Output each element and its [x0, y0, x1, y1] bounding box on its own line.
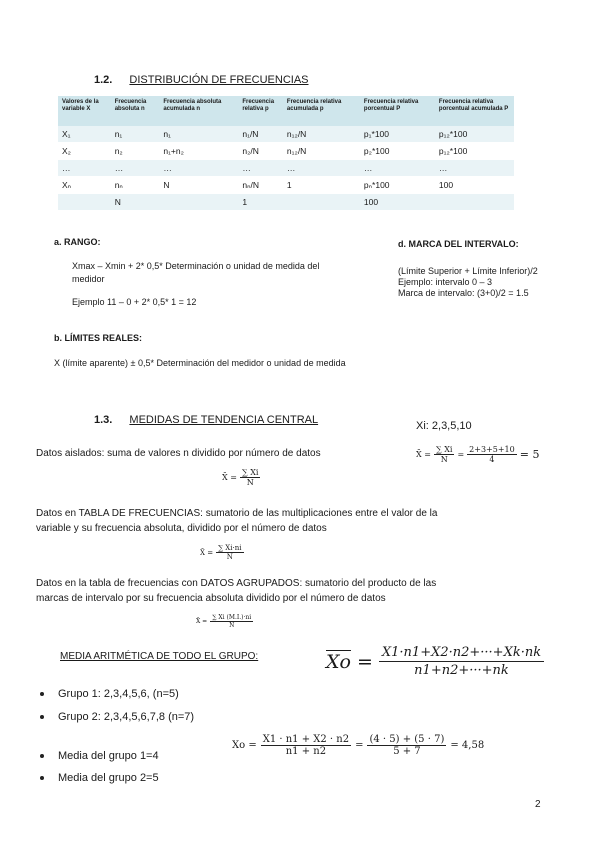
tabla-freq-text — [36, 506, 437, 536]
table-cell: p₁*100 — [360, 126, 435, 143]
tabla-freq-formula — [200, 544, 244, 561]
table-cell: … — [111, 160, 160, 177]
numerator: 2+3+5+10 — [469, 445, 515, 454]
text-line: marcas de intervalo por su frecuencia absoluta dividido por el número de datos — [36, 593, 386, 604]
list-item — [40, 772, 159, 784]
table-cell: n₁₂/N — [283, 126, 360, 143]
fraction — [379, 644, 544, 679]
table-cell — [283, 194, 360, 211]
table-cell: N — [111, 194, 160, 211]
table-cell: p₂*100 — [360, 143, 435, 160]
xi-example-formula — [416, 445, 539, 464]
rango-definition — [72, 260, 362, 286]
numerator: ∑ Xi·ni — [218, 544, 242, 552]
list-item — [40, 711, 194, 723]
denominator: 4 — [489, 455, 495, 464]
table-cell: … — [159, 160, 238, 177]
equals-sign: = — [457, 450, 465, 459]
text-line: variable y su frecuencia absoluta, dividido por el número de datos — [36, 523, 327, 534]
fraction — [216, 544, 243, 561]
formula-lhs: X̄ = — [200, 548, 214, 557]
denominator: n1 + n2 — [285, 746, 327, 757]
table-header: Frecuencia relativa acumulada p — [283, 96, 360, 126]
table-cell: 100 — [435, 177, 514, 194]
table-cell: p₁₂*100 — [435, 143, 514, 160]
formula-lhs: X̄ = — [416, 450, 431, 459]
list-item-text: Media del grupo 1=4 — [58, 750, 159, 762]
marca-line: Marca de intervalo: (3+0)/2 = 1.5 — [398, 288, 529, 298]
section-number: 1.3. — [94, 414, 113, 426]
fraction — [434, 445, 455, 464]
media-grupo-title: MEDIA ARITMÉTICA DE TODO EL GRUPO: — [60, 651, 259, 662]
agrupados-text — [36, 576, 436, 606]
bullet-icon — [40, 692, 44, 696]
numerator: ∑ Xi (M.I.)·ni — [212, 614, 252, 621]
table-cell: pₙ*100 — [360, 177, 435, 194]
equals-sign: = — [355, 740, 364, 751]
list-item-text: Grupo 1: 2,3,4,5,6, (n=5) — [58, 688, 179, 700]
table-cell: … — [360, 160, 435, 177]
numerator: X1 · n1 + X2 · n2 — [262, 734, 350, 745]
formula-lhs: Xo = — [232, 740, 257, 751]
table-cell: … — [58, 160, 111, 177]
table-cell: nₙ/N — [238, 177, 283, 194]
frequency-table — [58, 96, 514, 211]
list-item-text: Grupo 2: 2,3,4,5,6,7,8 (n=7) — [58, 711, 195, 723]
marca-line: Ejemplo: intervalo 0 – 3 — [398, 277, 493, 287]
fraction — [261, 734, 351, 757]
table-cell: 100 — [360, 194, 435, 211]
table-row — [58, 160, 514, 177]
table-cell: N — [159, 177, 238, 194]
section-heading: MEDIDAS DE TENDENCIA CENTRAL — [129, 414, 319, 426]
fraction — [367, 734, 446, 757]
aislados-formula — [222, 468, 260, 487]
table-cell: … — [283, 160, 360, 177]
table-header: Valores de la variable X — [58, 96, 111, 126]
table-header: Frecuencia relativa porcentual acumulada P — [435, 96, 514, 126]
list-item — [40, 688, 179, 700]
page-number: 2 — [535, 799, 541, 810]
list-item-text: Media del grupo 2=5 — [58, 772, 159, 784]
table-cell: … — [238, 160, 283, 177]
rango-title: a. RANGO: — [54, 237, 101, 247]
fraction — [467, 445, 517, 464]
section-heading: DISTRIBUCIÓN DE FRECUENCIAS — [129, 74, 309, 86]
table-header: Frecuencia absoluta n — [111, 96, 160, 126]
table-cell: X₁ — [58, 126, 111, 143]
table-cell: n₁+n₂ — [159, 143, 238, 160]
table-cell: n₁₂/N — [283, 143, 360, 160]
table-cell: … — [435, 160, 514, 177]
table-row — [58, 143, 514, 160]
bullet-icon — [40, 715, 44, 719]
bullet-icon — [40, 754, 44, 758]
table-cell — [58, 194, 111, 211]
section-number: 1.2. — [94, 74, 113, 86]
table-row — [58, 194, 514, 211]
section-1-2-title — [94, 74, 309, 86]
marca-line: (Límite Superior + Límite Inferior)/2 — [398, 266, 538, 276]
limites-text: X (límite aparente) ± 0,5* Determinación del medidor o unidad de medida — [54, 358, 346, 368]
denominator: N — [440, 455, 448, 464]
table-cell — [159, 194, 238, 211]
table-header: Frecuencia relativa porcentual P — [360, 96, 435, 126]
table-cell — [435, 194, 514, 211]
equals-sign: = — [356, 650, 373, 673]
formula-result: = 5 — [519, 448, 540, 461]
denominator: n1+n2+···+nk — [414, 663, 509, 678]
media-grupo-formula — [326, 644, 544, 679]
limites-title: b. LÍMITES REALES: — [54, 333, 143, 343]
section-1-3-title — [94, 414, 318, 426]
numerator: X1·n1+X2·n2+···+Xk·nk — [379, 644, 544, 662]
table-cell: p₁₂*100 — [435, 126, 514, 143]
table-row — [58, 177, 514, 194]
table-cell: n₁ — [111, 126, 160, 143]
media-ejemplo-formula — [232, 734, 484, 757]
list-item — [40, 750, 159, 762]
table-cell: n₁ — [159, 126, 238, 143]
aislados-text: Datos aislados: suma de valores n dividido por número de datos — [36, 448, 321, 459]
bullet-icon — [40, 776, 44, 780]
rango-example: Ejemplo 11 – 0 + 2* 0,5* 1 = 12 — [72, 297, 197, 307]
table-cell: n₁/N — [238, 126, 283, 143]
table-cell: n₂ — [111, 143, 160, 160]
table-cell: X₂ — [58, 143, 111, 160]
numerator: ∑ Xi — [435, 445, 453, 454]
denominator: N — [246, 478, 254, 487]
table-cell: nₙ — [111, 177, 160, 194]
fraction — [210, 614, 253, 629]
formula-lhs: X̄ = — [222, 473, 237, 482]
fraction — [240, 468, 261, 487]
formula-lhs: X̄ = — [196, 618, 208, 625]
denominator: N — [226, 553, 233, 561]
formula-result: = 4,58 — [450, 740, 485, 751]
text-line: Datos en la tabla de frecuencias con DATOS AGRUPADOS: sumatorio del producto de las — [36, 578, 437, 589]
numerator: ∑ Xi — [241, 468, 259, 477]
marca-title: d. MARCA DEL INTERVALO: — [398, 239, 519, 249]
formula-lhs: $\overline{Xo}$ — [326, 650, 351, 673]
table-header: Frecuencia absoluta acumulada n — [159, 96, 238, 126]
rango-line: Xmax – Xmin + 2* 0,5* Determinación o unidad de medida del — [72, 261, 320, 271]
table-header-row — [58, 96, 514, 126]
rango-line: medidor — [72, 274, 105, 284]
text-line: Datos en TABLA DE FRECUENCIAS: sumatorio de las multiplicaciones entre el valor de la — [36, 508, 438, 519]
table-header: Frecuencia relativa p — [238, 96, 283, 126]
denominator: 5 + 7 — [393, 746, 421, 757]
table-cell: Xₙ — [58, 177, 111, 194]
numerator: (4 · 5) + (5 · 7) — [369, 734, 445, 745]
table-cell: 1 — [238, 194, 283, 211]
table-row — [58, 126, 514, 143]
table-cell: n₂/N — [238, 143, 283, 160]
xi-example-label: Xi: 2,3,5,10 — [416, 420, 472, 432]
marca-block — [398, 266, 538, 299]
table-cell: 1 — [283, 177, 360, 194]
denominator: N — [229, 622, 235, 629]
agrupados-formula — [196, 614, 253, 629]
